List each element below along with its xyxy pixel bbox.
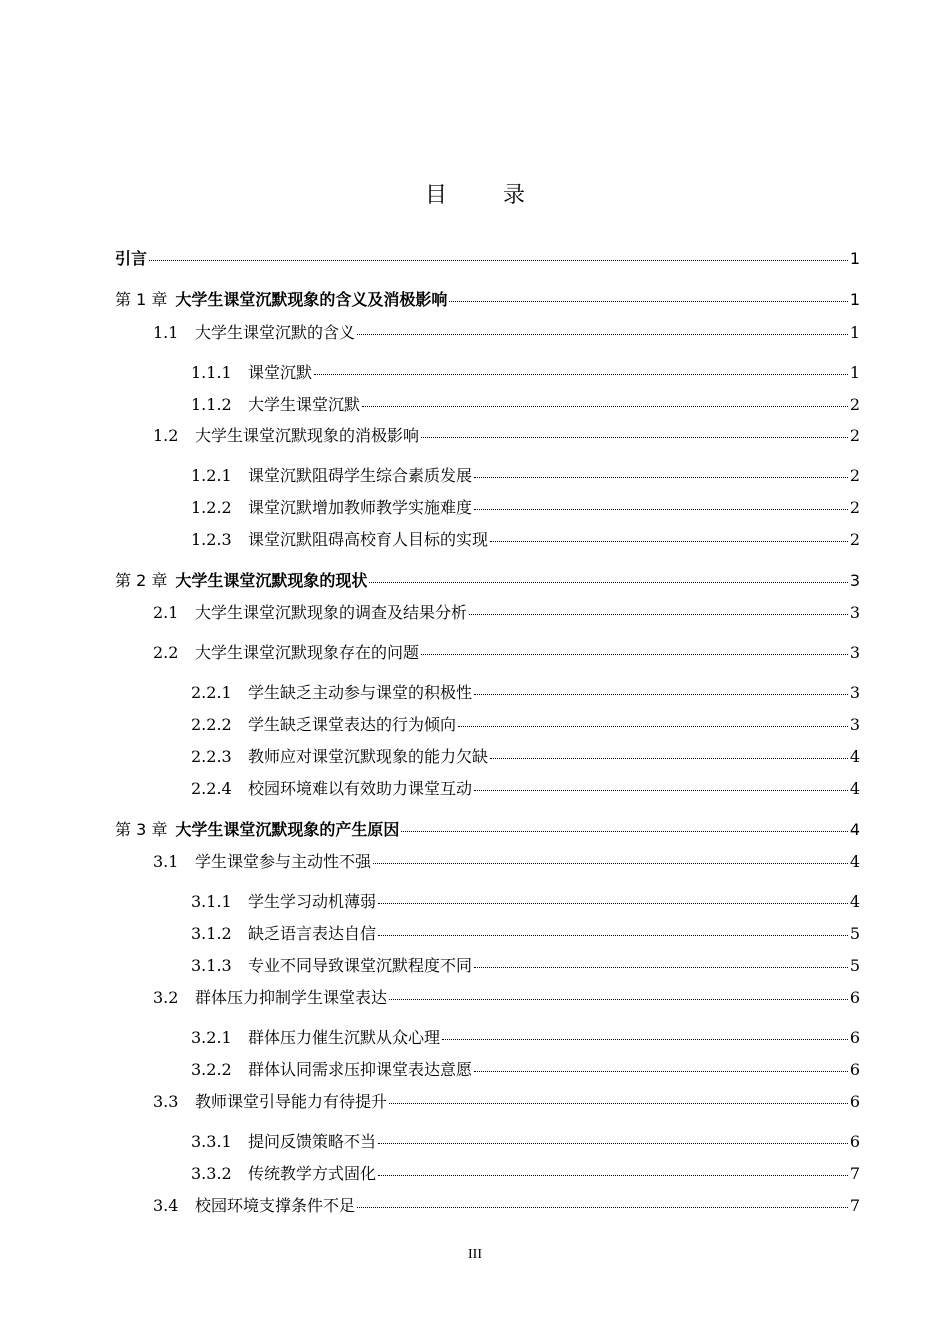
toc-entry-number: 1.1 [153, 323, 179, 342]
toc-dot-leader [314, 373, 848, 375]
toc-entry-page: 7 [849, 1196, 860, 1215]
toc-entry-label: 课堂沉默 [248, 363, 313, 382]
toc-entry-page: 2 [849, 530, 860, 549]
toc-entry[interactable] [191, 714, 860, 736]
toc-entry-label: 教师课堂引导能力有待提升 [195, 1092, 388, 1111]
toc-entry-number: 2.2.3 [191, 747, 232, 766]
toc-dot-leader [378, 934, 848, 936]
toc-dot-leader [369, 581, 847, 583]
toc-entry-label: 大学生课堂沉默现象的产生原因 [175, 820, 400, 839]
toc-entry-label: 传统教学方式固化 [248, 1164, 377, 1183]
toc-entry-label: 课堂沉默阻碍高校育人目标的实现 [248, 530, 489, 549]
toc-dot-leader [474, 1070, 848, 1072]
toc-entry-label: 学生课堂参与主动性不强 [195, 852, 372, 871]
toc-entry[interactable] [153, 851, 860, 873]
toc-entry[interactable] [153, 322, 860, 344]
toc-entry[interactable] [115, 819, 860, 841]
toc-entry-number: 3.3.1 [191, 1132, 232, 1151]
toc-entry[interactable] [191, 465, 860, 487]
toc-entry[interactable] [191, 955, 860, 977]
toc-entry-page: 6 [849, 988, 860, 1007]
toc-entry-number: 3.1.1 [191, 892, 232, 911]
toc-dot-leader [458, 725, 848, 727]
toc-entry-number: 3.2.1 [191, 1028, 232, 1047]
toc-entry-page: 2 [849, 466, 860, 485]
toc-entry[interactable] [153, 987, 860, 1009]
toc-entry[interactable] [191, 1027, 860, 1049]
toc-entry-label: 引言 [115, 249, 148, 268]
toc-entry-page: 6 [849, 1060, 860, 1079]
toc-entry-label: 学生缺乏主动参与课堂的积极性 [248, 683, 473, 702]
toc-entry-page: 4 [849, 892, 860, 911]
toc-dot-leader [469, 613, 848, 615]
toc-entry-page: 2 [849, 426, 860, 445]
toc-entry[interactable] [191, 1059, 860, 1081]
toc-entry-page: 1 [849, 323, 860, 342]
toc-dot-leader [442, 1038, 848, 1040]
toc-entry-page: 6 [849, 1132, 860, 1151]
toc-entry-number: 3.1.3 [191, 956, 232, 975]
toc-entry-number: 1.2.1 [191, 466, 232, 485]
toc-entry-number: 3.1.2 [191, 924, 232, 943]
toc-entry-number: 1.1.2 [191, 395, 232, 414]
toc-entry-label: 大学生课堂沉默 [248, 395, 361, 414]
toc-dot-leader [378, 902, 848, 904]
toc-dot-leader [474, 966, 848, 968]
toc-dot-leader [449, 300, 847, 302]
title-part-1: 目 [424, 183, 447, 208]
toc-entry-page: 3 [849, 603, 860, 622]
toc-dot-leader [490, 757, 848, 759]
toc-entry-label: 校园环境支撑条件不足 [195, 1196, 356, 1215]
toc-entry[interactable] [153, 602, 860, 624]
toc-dot-leader [401, 830, 847, 832]
toc-entry-page: 7 [849, 1164, 860, 1183]
toc-entry-number: 2.1 [153, 603, 179, 622]
toc-entry-number: 2.2.1 [191, 683, 232, 702]
toc-entry-page: 4 [849, 779, 860, 798]
toc-entry-number: 3.3.2 [191, 1164, 232, 1183]
toc-entry-number: 第 1 章 [115, 290, 168, 309]
toc-entry-label: 大学生课堂沉默的含义 [195, 323, 356, 342]
toc-entry-label: 大学生课堂沉默现象的消极影响 [195, 426, 420, 445]
toc-entry[interactable] [115, 248, 860, 270]
toc-entry-label: 群体压力抑制学生课堂表达 [195, 988, 388, 1007]
toc-dot-leader [474, 693, 848, 695]
toc-entry-label: 教师应对课堂沉默现象的能力欠缺 [248, 747, 489, 766]
toc-entry-label: 校园环境难以有效助力课堂互动 [248, 779, 473, 798]
toc-entry-page: 1 [849, 249, 860, 268]
toc-entry[interactable] [191, 529, 860, 551]
toc-entry-page: 5 [849, 956, 860, 975]
toc-dot-leader [362, 405, 848, 407]
toc-entry-page: 3 [849, 571, 860, 590]
toc-entry-page: 3 [849, 643, 860, 662]
toc-dot-leader [421, 653, 848, 655]
toc-entry[interactable] [191, 394, 860, 416]
toc-dot-leader [149, 259, 848, 261]
toc-entry-page: 1 [849, 363, 860, 382]
toc-dot-leader [474, 476, 848, 478]
toc-entry-page: 6 [849, 1028, 860, 1047]
toc-entry[interactable] [191, 497, 860, 519]
toc-entry-page: 3 [849, 715, 860, 734]
toc-entry-page: 6 [849, 1092, 860, 1111]
page-footer-number: III [468, 1247, 482, 1262]
toc-entry-number: 2.2.4 [191, 779, 232, 798]
toc-entry[interactable] [191, 362, 860, 384]
toc-dot-leader [490, 540, 848, 542]
toc-entry-number: 3.3 [153, 1092, 179, 1111]
toc-entry-page: 4 [849, 852, 860, 871]
toc-entry-page: 3 [849, 683, 860, 702]
toc-entry-page: 4 [849, 820, 860, 839]
toc-entry-number: 第 3 章 [115, 820, 168, 839]
toc-entry-number: 1.2.3 [191, 530, 232, 549]
toc-dot-leader [378, 1174, 848, 1176]
toc-entry-label: 大学生课堂沉默现象存在的问题 [195, 643, 420, 662]
toc-entry[interactable] [115, 289, 860, 311]
toc-entry-page: 1 [849, 290, 860, 309]
toc-entry-number: 3.2 [153, 988, 179, 1007]
toc-dot-leader [357, 333, 848, 335]
toc-entry-label: 缺乏语言表达自信 [248, 924, 377, 943]
toc-entry-label: 课堂沉默阻碍学生综合素质发展 [248, 466, 473, 485]
toc-entry-label: 学生缺乏课堂表达的行为倾向 [248, 715, 457, 734]
toc-entry-number: 3.2.2 [191, 1060, 232, 1079]
toc-entry-number: 1.1.1 [191, 363, 232, 382]
toc-entry[interactable] [153, 642, 860, 664]
toc-entry[interactable] [191, 891, 860, 913]
toc-entry[interactable] [191, 1163, 860, 1185]
toc-entry-number: 1.2.2 [191, 498, 232, 517]
toc-entry[interactable] [191, 746, 860, 768]
toc-entry-label: 群体认同需求压抑课堂表达意愿 [248, 1060, 473, 1079]
toc-entry-number: 2.2 [153, 643, 179, 662]
toc-entry-page: 5 [849, 924, 860, 943]
toc-entry-page: 4 [849, 747, 860, 766]
toc-entry[interactable] [191, 1131, 860, 1153]
toc-dot-leader [373, 862, 848, 864]
toc-dot-leader [389, 1102, 848, 1104]
toc-entry-number: 3.4 [153, 1196, 179, 1215]
toc-dot-leader [389, 998, 848, 1000]
toc-entry-label: 大学生课堂沉默现象的调查及结果分析 [195, 603, 468, 622]
toc-entry[interactable] [153, 1091, 860, 1113]
toc-entry[interactable] [153, 425, 860, 447]
toc-entry[interactable] [115, 570, 860, 592]
toc-entry-label: 学生学习动机薄弱 [248, 892, 377, 911]
toc-entry-label: 大学生课堂沉默现象的含义及消极影响 [175, 290, 448, 309]
toc-dot-leader [474, 789, 848, 791]
toc-entry-label: 群体压力催生沉默从众心理 [248, 1028, 441, 1047]
toc-entry[interactable] [191, 923, 860, 945]
toc-entry-label: 提问反馈策略不当 [248, 1132, 377, 1151]
toc-dot-leader [378, 1142, 848, 1144]
toc-entry-page: 2 [849, 498, 860, 517]
toc-entry-number: 2.2.2 [191, 715, 232, 734]
toc-entry-label: 专业不同导致课堂沉默程度不同 [248, 956, 473, 975]
toc-entry-label: 大学生课堂沉默现象的现状 [175, 571, 368, 590]
toc-entry[interactable] [191, 682, 860, 704]
toc-entry-label: 课堂沉默增加教师教学实施难度 [248, 498, 473, 517]
toc-dot-leader [474, 508, 848, 510]
toc-entry-page: 2 [849, 395, 860, 414]
toc-entry[interactable] [191, 778, 860, 800]
toc-entry-number: 3.1 [153, 852, 179, 871]
toc-entry[interactable] [153, 1195, 860, 1217]
toc-dot-leader [357, 1206, 848, 1208]
toc-entry-number: 第 2 章 [115, 571, 168, 590]
toc-entry-number: 1.2 [153, 426, 179, 445]
toc-dot-leader [421, 436, 848, 438]
title-part-2: 录 [503, 183, 526, 208]
